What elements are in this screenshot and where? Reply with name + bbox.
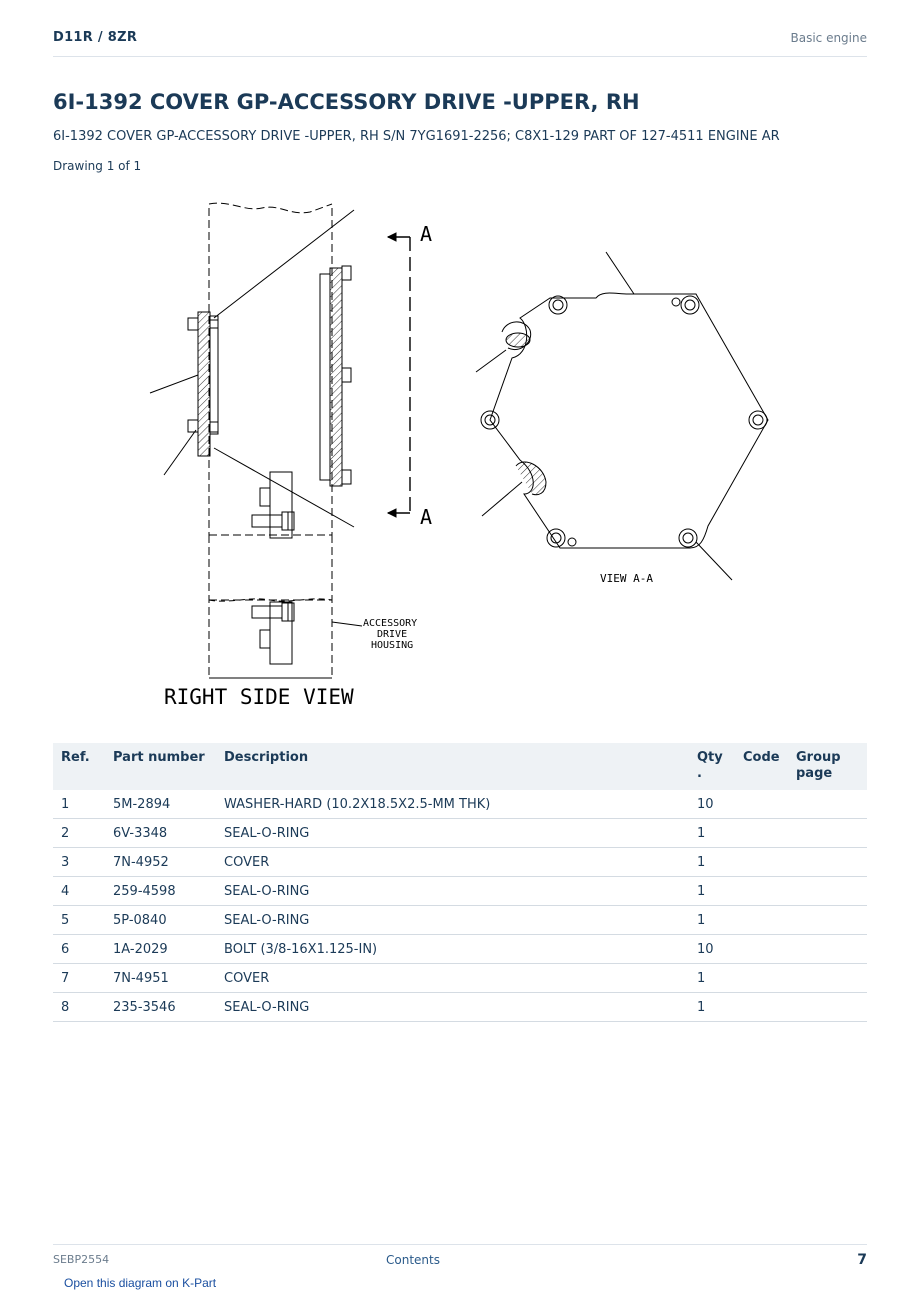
housing-label-line2: DRIVE	[377, 629, 408, 640]
cell-description: SEAL-O-RING	[216, 877, 689, 906]
cell-description: BOLT (3/8-16X1.125-IN)	[216, 935, 689, 964]
section-label: Basic engine	[790, 31, 867, 45]
table-row	[53, 906, 867, 935]
housing-label-line3: HOUSING	[371, 640, 414, 651]
col-header-code: Code	[735, 743, 788, 790]
cell-qty: 10	[689, 790, 735, 819]
cell-description: WASHER-HARD (10.2X18.5X2.5-MM THK)	[216, 790, 689, 819]
kpart-link[interactable]: Open this diagram on K-Part	[64, 1276, 217, 1290]
cell-code	[735, 819, 788, 848]
cell-part-number: 235-3546	[105, 993, 216, 1022]
cell-qty: 10	[689, 935, 735, 964]
table-row	[53, 993, 867, 1022]
drawing-count: Drawing 1 of 1	[53, 159, 142, 173]
parts-diagram	[140, 190, 790, 715]
parts-table	[53, 743, 867, 1022]
cell-description: SEAL-O-RING	[216, 993, 689, 1022]
cell-part-number: 6V-3348	[105, 819, 216, 848]
section-label-top: A	[420, 222, 433, 246]
table-row	[53, 819, 867, 848]
cell-qty: 1	[689, 848, 735, 877]
table-header-row	[53, 743, 867, 790]
cell-group-page	[788, 877, 867, 906]
cell-part-number: 1A-2029	[105, 935, 216, 964]
cell-part-number: 5M-2894	[105, 790, 216, 819]
section-label-bottom: A	[420, 505, 433, 529]
cell-ref: 2	[53, 819, 105, 848]
cell-group-page	[788, 906, 867, 935]
cell-qty: 1	[689, 877, 735, 906]
page-subtitle: 6I-1392 COVER GP-ACCESSORY DRIVE -UPPER, RH S/N 7YG1691-2256; C8X1-129 PART OF 127-4511 ENGINE AR	[53, 129, 780, 144]
table-row	[53, 790, 867, 819]
cell-group-page	[788, 964, 867, 993]
cell-ref: 1	[53, 790, 105, 819]
cell-code	[735, 877, 788, 906]
cell-group-page	[788, 993, 867, 1022]
col-header-description: Description	[216, 743, 689, 790]
cell-qty: 1	[689, 819, 735, 848]
page-number: 7	[857, 1252, 867, 1268]
cell-code	[735, 935, 788, 964]
cell-ref: 5	[53, 906, 105, 935]
page-header	[53, 28, 867, 57]
cell-group-page	[788, 819, 867, 848]
cell-part-number: 5P-0840	[105, 906, 216, 935]
cell-ref: 8	[53, 993, 105, 1022]
cell-code	[735, 848, 788, 877]
view-aa	[476, 252, 768, 580]
cell-group-page	[788, 935, 867, 964]
table-row	[53, 964, 867, 993]
cell-part-number: 7N-4952	[105, 848, 216, 877]
cell-part-number: 7N-4951	[105, 964, 216, 993]
col-header-group-page: Group page	[788, 743, 867, 790]
page-title: 6I-1392 COVER GP-ACCESSORY DRIVE -UPPER, RH	[53, 90, 640, 114]
document-id: SEBP2554	[53, 1253, 110, 1266]
cell-ref: 7	[53, 964, 105, 993]
cell-code	[735, 790, 788, 819]
cell-qty: 1	[689, 906, 735, 935]
col-header-qty: Qty .	[689, 743, 735, 790]
cell-code	[735, 993, 788, 1022]
right-side-view-label: RIGHT SIDE VIEW	[164, 685, 354, 709]
table-row	[53, 935, 867, 964]
housing-label-line1: ACCESSORY	[363, 618, 418, 629]
cell-description: SEAL-O-RING	[216, 906, 689, 935]
view-aa-label: VIEW A-A	[600, 572, 653, 585]
page-footer	[53, 1244, 867, 1275]
model-label: D11R / 8ZR	[53, 30, 138, 45]
cell-ref: 3	[53, 848, 105, 877]
col-header-part-number: Part number	[105, 743, 216, 790]
cell-code	[735, 964, 788, 993]
cell-description: COVER	[216, 848, 689, 877]
cell-code	[735, 906, 788, 935]
cell-ref: 6	[53, 935, 105, 964]
cell-description: COVER	[216, 964, 689, 993]
cell-part-number: 259-4598	[105, 877, 216, 906]
table-row	[53, 877, 867, 906]
cell-qty: 1	[689, 964, 735, 993]
contents-link[interactable]: Contents	[386, 1253, 440, 1267]
cell-description: SEAL-O-RING	[216, 819, 689, 848]
right-side-view	[150, 203, 410, 678]
col-header-ref: Ref.	[53, 743, 105, 790]
cell-group-page	[788, 848, 867, 877]
cell-group-page	[788, 790, 867, 819]
cell-ref: 4	[53, 877, 105, 906]
cell-qty: 1	[689, 993, 735, 1022]
table-row	[53, 848, 867, 877]
